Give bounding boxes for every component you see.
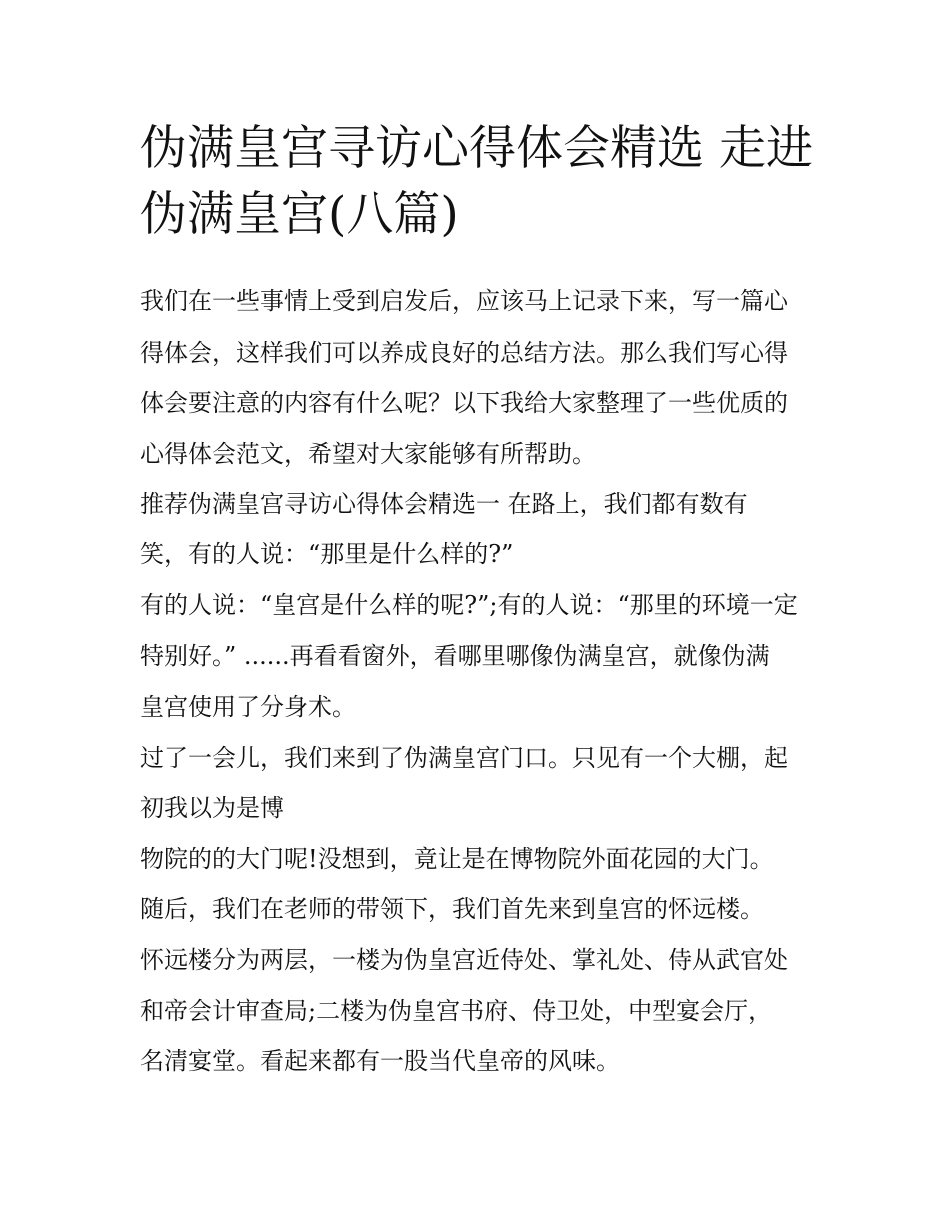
- body-line: 皇宫使用了分身术。: [140, 693, 356, 721]
- body-line: 初我以为是博: [140, 794, 284, 822]
- body-line: 体会要注意的内容有什么呢？以下我给大家整理了一些优质的: [140, 389, 788, 417]
- document-title: 伪满皇宫寻访心得体会精选 走进伪满皇宫(八篇): [140, 121, 813, 242]
- body-line: 怀远楼分为两层，一楼为伪皇宫近侍处、掌礼处、侍从武官处: [140, 946, 788, 974]
- body-line: 笑，有的人说：“那里是什么样的?”: [140, 540, 514, 568]
- body-line: 过了一会儿，我们来到了伪满皇宫门口。只见有一个大棚，起: [140, 744, 788, 772]
- body-line: 有的人说：“皇宫是什么样的呢?”;有的人说：“那里的环境一定: [140, 591, 798, 619]
- body-line: 随后，我们在老师的带领下，我们首先来到皇宫的怀远楼。: [140, 895, 764, 923]
- body-line: 名清宴堂。看起来都有一股当代皇帝的风味。: [140, 1047, 620, 1075]
- body-line: 和帝会计审查局;二楼为伪皇宫书府、侍卫处，中型宴会厅，: [140, 997, 773, 1025]
- body-line: 我们在一些事情上受到启发后，应该马上记录下来，写一篇心: [140, 287, 788, 315]
- body-line: 物院的的大门呢!没想到，竟让是在博物院外面花园的大门。: [140, 845, 774, 873]
- body-line: 推荐伪满皇宫寻访心得体会精选一 在路上，我们都有数有: [140, 490, 748, 518]
- body-line: 特别好。” ......再看看窗外，看哪里哪像伪满皇宫，就像伪满: [140, 642, 770, 670]
- body-line: 得体会，这样我们可以养成良好的总结方法。那么我们写心得: [140, 339, 788, 367]
- body-line: 心得体会范文，希望对大家能够有所帮助。: [140, 440, 596, 468]
